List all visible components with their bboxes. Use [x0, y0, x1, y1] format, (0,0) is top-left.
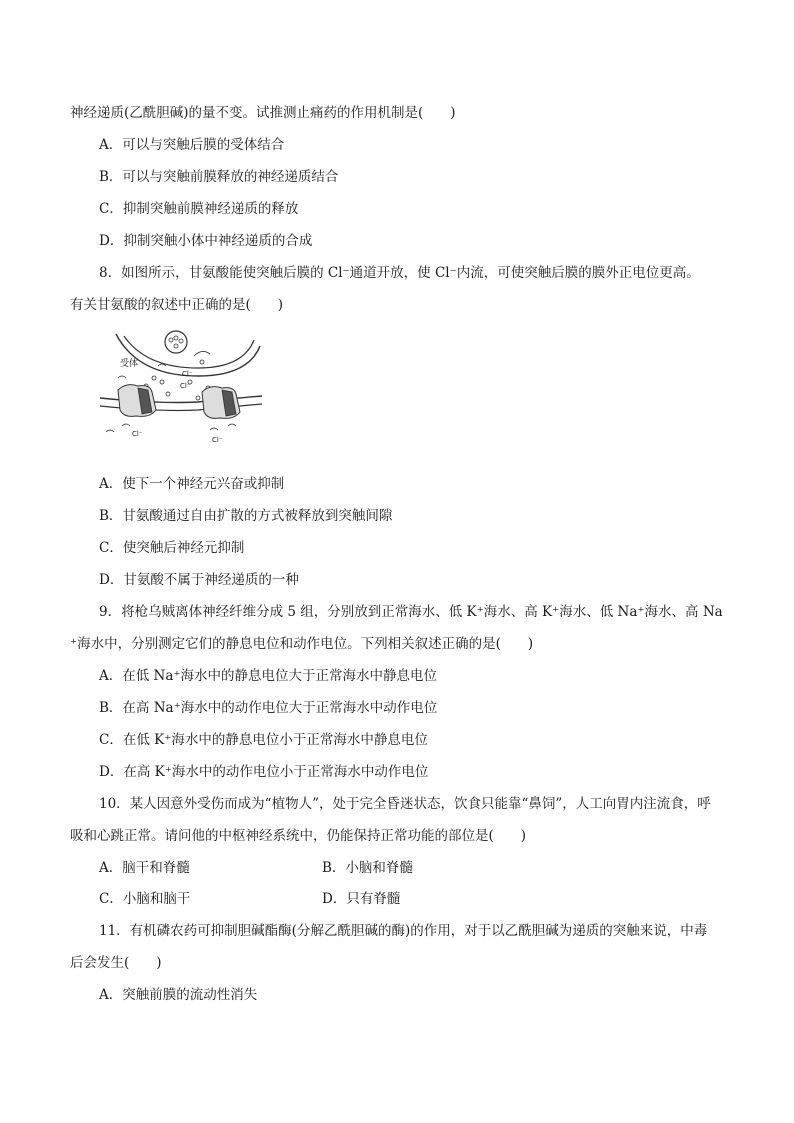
q8-stem-line2: 有关甘氨酸的叙述中正确的是( )	[70, 297, 284, 313]
q8-option-b: B．甘氨酸通过自由扩散的方式被释放到突触间隙	[99, 508, 393, 524]
q7-option-d: D．抑制突触小体中神经递质的合成	[99, 233, 313, 249]
q10-option-c: C．小脑和脑干	[99, 891, 191, 907]
q9-option-a: A．在低 Na⁺海水中的静息电位大于正常海水中静息电位	[99, 668, 438, 684]
cl-label-4: Cl⁻	[212, 436, 223, 444]
q11-stem-line1: 11．有机磷农药可抑制胆碱酯酶(分解乙酰胆碱的酶)的作用，对于以乙酰胆碱为递质的突触来说，中毒	[99, 923, 708, 939]
cl-label-2: Cl⁻	[180, 382, 191, 390]
q7-option-a: A．可以与突触后膜的受体结合	[99, 137, 285, 153]
q11-stem-line2: 后会发生( )	[70, 955, 162, 971]
synapse-diagram	[98, 326, 268, 454]
q8-option-c: C．使突触后神经元抑制	[99, 540, 245, 556]
q10-stem-line2: 吸和心跳正常。请问他的中枢神经系统中，仍能保持正常功能的部位是( )	[70, 828, 527, 844]
q8-stem-line1: 8．如图所示，甘氨酸能使突触后膜的 Cl⁻通道开放，使 Cl⁻内流，可使突触后膜的膜外正电位更高。	[99, 265, 700, 281]
q9-option-d: D．在高 K⁺海水中的动作电位小于正常海水中动作电位	[99, 764, 429, 780]
q10-stem-line1: 10．某人因意外受伤而成为“植物人”，处于完全昏迷状态，饮食只能靠“鼻饲”，人工向胃内注流食，呼	[99, 796, 711, 812]
q7-option-c: C．抑制突触前膜神经递质的释放	[99, 201, 299, 217]
q7-option-b: B．可以与突触前膜释放的神经递质结合	[99, 169, 339, 185]
cl-label-3: Cl⁻	[132, 430, 143, 438]
q9-stem-line2: ⁺海水中，分别测定它们的静息电位和动作电位。下列相关叙述正确的是( )	[70, 636, 534, 652]
cl-label-1: Cl⁻	[182, 370, 193, 378]
q10-option-a: A．脑干和脊髓	[99, 860, 190, 876]
q9-option-b: B．在高 Na⁺海水中的动作电位大于正常海水中动作电位	[99, 700, 438, 716]
q7-stem-tail: 神经递质(乙酰胆碱)的量不变。试推测止痛药的作用机制是( )	[70, 105, 456, 121]
q8-option-a: A．使下一个神经元兴奋或抑制	[99, 476, 285, 492]
q10-option-b: B．小脑和脊髓	[322, 860, 413, 876]
q9-stem-line1: 9．将枪乌贼离体神经纤维分成 5 组，分别放到正常海水、低 K⁺海水、高 K⁺海水、低 Na⁺海水、高 Na	[99, 604, 723, 620]
receptor-label: 受体	[120, 359, 139, 369]
q11-option-a: A．突触前膜的流动性消失	[99, 987, 258, 1003]
q9-option-c: C．在低 K⁺海水中的静息电位小于正常海水中静息电位	[99, 732, 428, 748]
q8-option-d: D．甘氨酸不属于神经递质的一种	[99, 572, 299, 588]
q10-option-d: D．只有脊髓	[322, 891, 401, 907]
